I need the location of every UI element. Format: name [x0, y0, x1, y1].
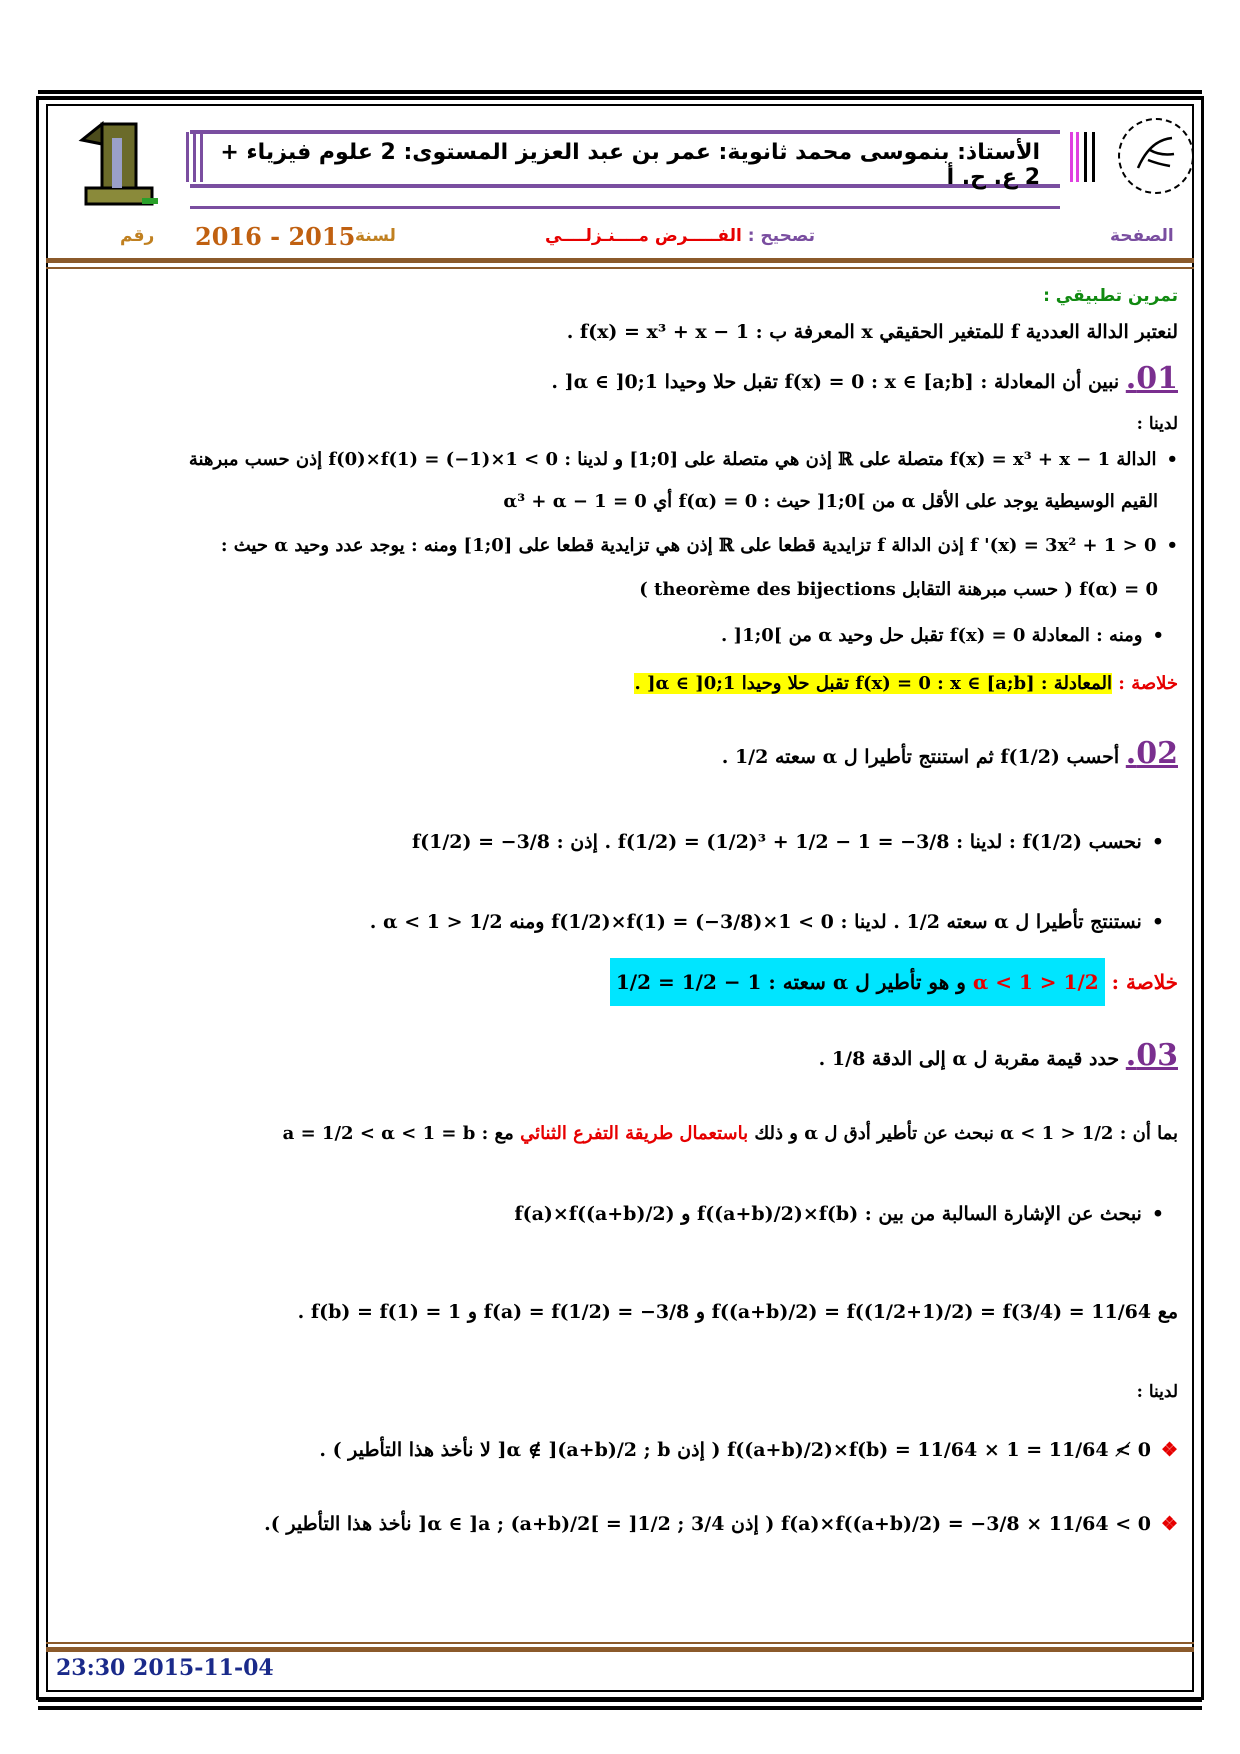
q2-summary-label: خلاصة :: [1111, 970, 1178, 994]
page-label: الصفحة: [1110, 226, 1174, 246]
q3-diamond2: ❖f(a)×f((a+b)/2) = −3/8 × 11/64 < 0 ( إذن α ∈ ]a ; (a+b)/2[ = ]1/2 ; 3/4[ نأخذ هذا التأطير ).: [58, 1510, 1178, 1538]
year-label: لسنة: [355, 226, 396, 246]
q2-number: 02.: [1125, 736, 1178, 771]
q3-statement: حدد قيمة مقربة ل α إلى الدقة 1/8 .: [818, 1048, 1120, 1070]
diamond-bullet-icon: ❖: [1160, 1439, 1178, 1461]
q2-statement: أحسب f(1/2) ثم استنتج تأطيرا ل α سعته 1/2 .: [721, 746, 1120, 768]
footer-divider-2: [46, 1647, 1194, 1652]
q3-bullet1: •نبحث عن الإشارة السالبة من بين : f((a+b)/2)×f(b) و f(a)×f((a+b)/2): [514, 1203, 1164, 1225]
q2-summary-inequality: 1/2 < α < 1: [972, 970, 1099, 994]
q1-summary: [58, 670, 1178, 698]
q3-number: 03.: [1125, 1038, 1178, 1073]
header-divider-2: [46, 267, 1194, 269]
correction-title: الفـــــرض مــــنـزلــــي: [545, 226, 742, 246]
page-title: الأستاذ: بنموسى محمد ثانوية: عمر بن عبد العزيز المستوى: 2 علوم فيزياء + 2 ع. ح. أ: [220, 140, 1040, 190]
exercise-intro: لنعتبر الدالة العددية f للمتغير الحقيقي x المعرفة ب : f(x) = x³ + x − 1 .: [566, 321, 1178, 343]
diamond-bullet-icon: ❖: [1160, 1513, 1178, 1535]
q1-bullet2-line1: •f '(x) = 3x² + 1 > 0 إذن الدالة f تزايدية قطعا على ℝ إذن هي تزايدية قطعا على [0;1] ومنه : يوجد عدد وحيد α حيث :: [220, 535, 1178, 556]
q1-bullet2-line2: f(α) = 0 ( حسب مبرهنة التقابل theorème des bijections ): [639, 579, 1158, 600]
header-divider-1: [46, 258, 1194, 263]
school-logo-icon: [1118, 118, 1194, 194]
q3-ladayna: لدينا :: [1136, 1382, 1178, 1402]
number-logo: [72, 118, 172, 214]
footer-divider-1: [46, 1642, 1194, 1644]
q3-paragraph: بما أن : 1/2 < α < 1 نبحث عن تأطير أدق ل α و ذلك باستعمال طريقة التفرع الثنائي مع : a = 1/2 < α < 1 = b: [282, 1123, 1178, 1144]
q2-statement-row: [58, 736, 1178, 771]
q1-bullet1-line1: •الدالة f(x) = x³ + x − 1 متصلة على ℝ إذن هي متصلة على [0;1] و لدينا : f(0)×f(1) = (−1)×1 < 0 إذن حسب مبرهنة: [188, 449, 1178, 470]
q1-summary-label: خلاصة :: [1118, 673, 1178, 694]
q1-number: 01.: [1125, 361, 1178, 396]
q1-ladayna: لدينا :: [1136, 414, 1178, 434]
q2-summary: [58, 968, 1178, 996]
header-top-rule: [190, 206, 1060, 209]
right-stripes: [1070, 132, 1092, 182]
q2-summary-box: [610, 958, 1105, 1006]
top-rule-1: [38, 90, 1202, 94]
q3-with: مع f((a+b)/2) = f((1/2+1)/2) = f(3/4) = 11/64 و f(a) = f(1/2) = −3/8 و f(b) = f(1) = 1 .: [297, 1301, 1178, 1323]
q1-summary-text: المعادلة : f(x) = 0 : x ∈ [a;b] تقبل حلا وحيدا α ∈ ]0;1[ .: [634, 673, 1112, 694]
correction-heading: [545, 226, 815, 246]
q2-bullet2: •نستنتج تأطيرا ل α سعته 1/2 . لدينا : f(1/2)×f(1) = (−3/8)×1 < 0 ومنه 1/2 < α < 1 .: [369, 911, 1164, 933]
q3-diamond1: ❖f((a+b)/2)×f(b) = 11/64 × 1 = 11/64 ≮ 0 ( إذن α ∉ ](a+b)/2 ; b[ لا نأخذ هذا التأطير ) .: [58, 1436, 1178, 1464]
q1-statement: نبين أن المعادلة : f(x) = 0 : x ∈ [a;b] تقبل حلا وحيدا α ∈ ]0;1[ .: [551, 371, 1120, 393]
q1-bullet1-line2: القيم الوسيطية يوجد على الأقل α من ]0;1[ حيث : f(α) = 0 أي α³ + α − 1 = 0: [503, 491, 1158, 512]
bottom-rule-2: [38, 1706, 1202, 1710]
year-value: 2016 - 2015: [195, 222, 356, 251]
q2-bullet1: •نحسب f(1/2) : لدينا : f(1/2) = (1/2)³ + 1/2 − 1 = −3/8 . إذن : f(1/2) = −3/8: [411, 831, 1164, 853]
footer-date: 23:30 2015-11-04: [56, 1655, 274, 1681]
q1-statement-row: [58, 361, 1178, 396]
bottom-rule-1: [38, 1700, 1202, 1702]
number-label: رقم: [120, 226, 155, 246]
q3-statement-row: [58, 1038, 1178, 1073]
q3-method: باستعمال طريقة التفرع الثنائي: [520, 1123, 749, 1144]
q1-bullet3: •ومنه : المعادلة f(x) = 0 تقبل حل وحيد α من ]0;1[ .: [721, 625, 1164, 646]
correction-label: تصحيح :: [747, 226, 815, 246]
exercise-title: تمرين تطبيقي :: [1043, 286, 1178, 306]
q2-summary-text: و هو تأطير ل α سعته : 1 − 1/2 = 1/2: [615, 970, 966, 994]
